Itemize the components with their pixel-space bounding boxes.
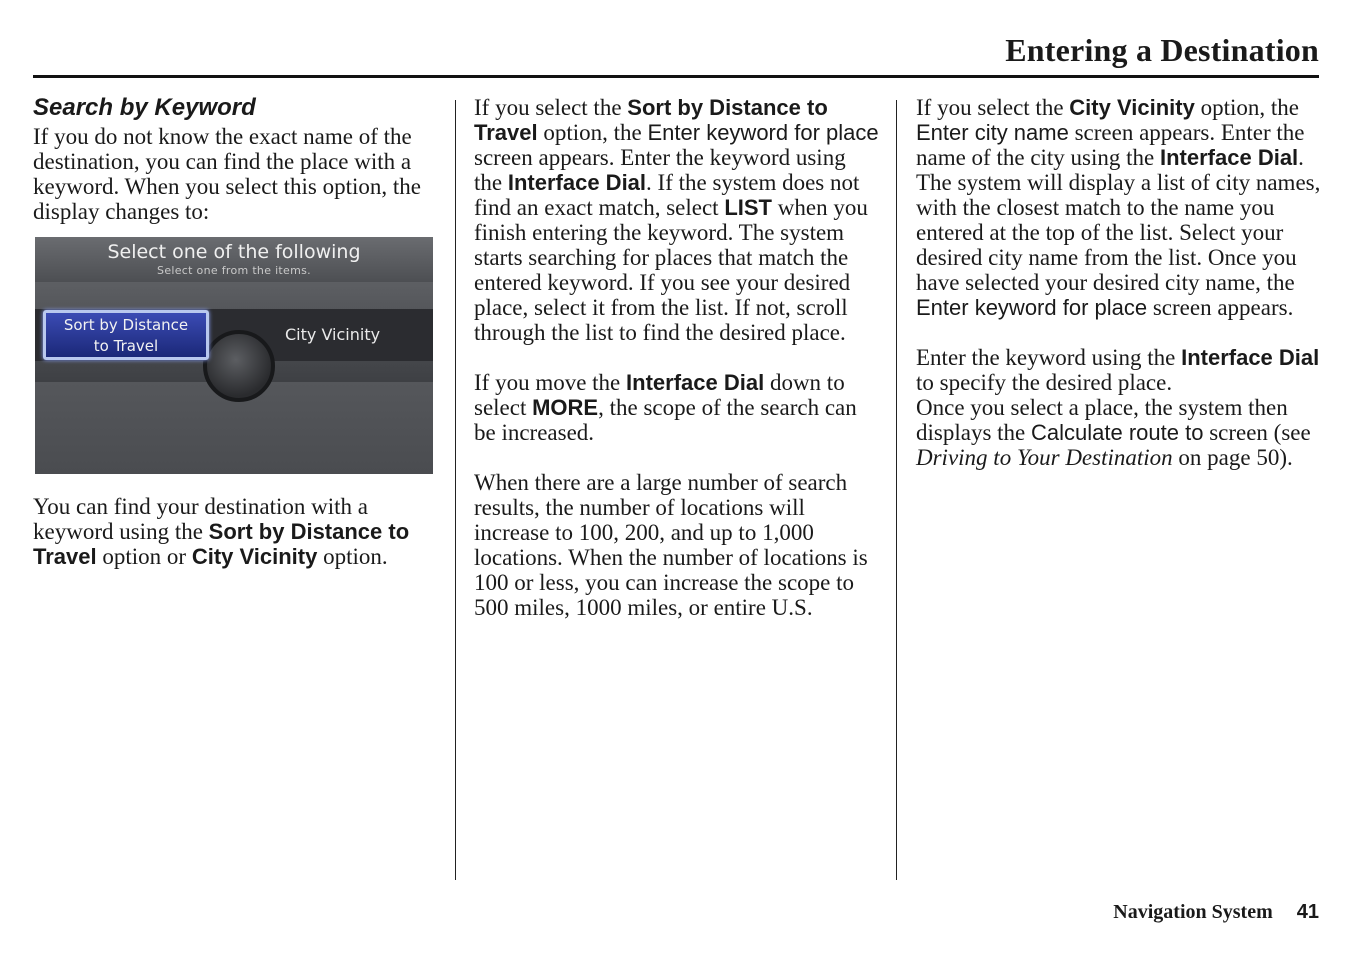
section-heading: Search by Keyword — [33, 94, 256, 121]
screen-name: Enter city name — [916, 120, 1069, 145]
column-middle — [474, 95, 879, 620]
column-left — [33, 92, 433, 569]
nav-screen-image — [35, 237, 433, 474]
intro-paragraph: If you do not know the exact name of the destination, you can find the place with a keyword. When you select this option, the display changes to: — [33, 124, 421, 224]
text: down to select — [474, 370, 845, 420]
text: screen appears. — [1147, 295, 1294, 320]
text: option, the — [1194, 95, 1299, 120]
paragraph — [33, 494, 433, 569]
text: when you finish entering the keyword. The system starts searching for places that match the entered keyword. If you see your desired place, select it from the list. If not, scroll through the list to find the desired place. — [474, 195, 868, 345]
screen-name: Enter keyword for place — [647, 120, 879, 145]
paragraph — [474, 95, 879, 345]
bold-term: Interface Dial — [626, 370, 765, 395]
cross-reference: Driving to Your Destination — [916, 445, 1173, 470]
paragraph: When there are a large number of search results, the number of locations will increase to 100, 200, and up to 1,000 locations. When the number of locations is 100 or less, you can increase the scope to 500 miles, 1000 miles, or entire U.S. — [474, 470, 868, 620]
bold-term: Sort by Distance to Travel — [474, 95, 828, 145]
text: on page 50). — [1172, 445, 1293, 470]
text: If you move the — [474, 370, 627, 395]
text: Enter the keyword using the — [916, 345, 1182, 370]
text: . The system will display a list of city names, with the closest match to the name you entered at the top of the list. Select your desired city name from the list. Once you have selected your desired city name, the — [916, 145, 1321, 295]
screen-title: Select one of the following — [107, 241, 361, 263]
text: . If the system does not find an exact match, select — [474, 170, 860, 220]
paragraph — [916, 95, 1321, 320]
bold-term: Interface Dial — [1160, 145, 1299, 170]
interface-dial-icon — [203, 330, 275, 402]
text: option. — [317, 544, 388, 569]
text: screen appears. Enter the keyword using the — [474, 145, 846, 195]
option-label-line2: to Travel — [93, 337, 159, 355]
city-vicinity-option: City Vicinity — [285, 325, 381, 344]
paragraph — [916, 345, 1321, 395]
text: Once you select a place, the system then displays the — [916, 395, 1288, 445]
page-title: Entering a Destination — [1005, 32, 1319, 68]
text: option, the — [537, 120, 648, 145]
text: If you select the — [916, 95, 1070, 120]
sort-by-distance-option — [43, 310, 209, 360]
screen-subtitle: Select one from the items. — [157, 264, 311, 277]
bold-term: City Vicinity — [191, 544, 318, 569]
option-label-line1: Sort by Distance — [63, 316, 189, 334]
text: screen (see — [1203, 420, 1311, 445]
bold-term: Interface Dial — [1181, 345, 1320, 370]
text: screen appears. Enter the name of the city using the — [916, 120, 1305, 170]
column-divider — [455, 100, 456, 880]
page-footer — [1113, 898, 1319, 926]
text: You can find your destination with a keyword using the — [33, 494, 368, 544]
text: to specify the desired place. — [916, 370, 1173, 395]
text: If you select the — [474, 95, 628, 120]
title-rule — [33, 75, 1319, 78]
column-divider — [896, 100, 897, 880]
text: , the scope of the search can be increased. — [474, 395, 857, 445]
screen-name: Enter keyword for place — [916, 295, 1148, 320]
paragraph — [474, 370, 879, 445]
paragraph — [916, 395, 1321, 470]
page-number: 41 — [1296, 901, 1319, 923]
text: option or — [96, 544, 192, 569]
bold-term: City Vicinity — [1069, 95, 1195, 120]
bold-term: Sort by Distance to Travel — [33, 519, 410, 569]
column-right — [916, 95, 1321, 470]
bold-term: MORE — [532, 395, 599, 420]
bold-term: Interface Dial — [507, 170, 647, 195]
bold-term: LIST — [724, 195, 772, 220]
footer-title: Navigation System — [1113, 901, 1273, 923]
screen-name: Calculate route to — [1031, 420, 1204, 445]
